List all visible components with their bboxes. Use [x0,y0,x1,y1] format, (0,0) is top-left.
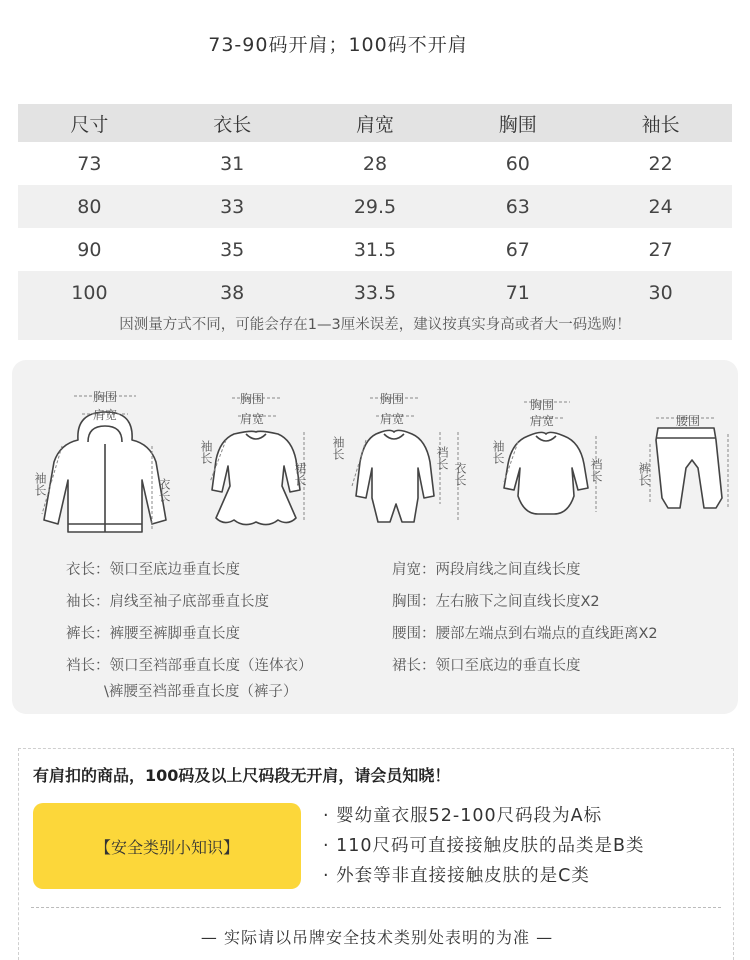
header-shoulder: 肩宽 [355,113,394,136]
notice-divider [31,907,721,908]
table-cell: 67 [505,238,530,261]
size-chart-table [18,104,732,314]
table-cell: 33.5 [353,281,397,304]
table-cell: 63 [505,195,530,218]
table-cell: 31 [220,152,245,175]
dress-chest-label: 胸围 [240,392,265,406]
list-item: · 外套等非直接接触皮肤的是C类 [323,866,590,886]
dress-skirt-label: 裙长 [293,462,307,486]
definition-pants-length: 裤长：裤腰至裤脚垂直长度 [66,626,240,642]
table-cell: 38 [220,281,245,304]
table-cell: 29.5 [353,195,397,218]
table-cell: 60 [505,152,530,175]
jacket-length-label: 衣长 [157,478,171,502]
definition-crotch-pants: \裤腰至裆部垂直长度（裤子） [104,684,298,700]
table-cell: 31.5 [353,238,397,261]
pants-figure [632,404,732,534]
safety-category-badge: 【安全类别小知识】 [33,803,301,889]
romper-chest-label: 胸围 [380,392,405,406]
header-sleeve: 袖长 [641,113,680,136]
table-cell: 33 [220,195,245,218]
table-cell: 100 [71,281,108,304]
table-cell: 24 [648,195,673,218]
definition-shoulder: 肩宽：两段肩线之间直线长度 [392,562,581,578]
dress-figure [192,390,322,540]
romper-crotch-label: 裆长 [435,446,449,470]
table-cell: 73 [77,152,102,175]
table-cell: 30 [648,281,673,304]
table-cell: 27 [648,238,673,261]
garment-figures [12,360,738,540]
list-item: · 婴幼童衣服52-100尺码段为A标 [323,806,603,826]
header-length: 衣长 [213,113,252,136]
definition-chest: 胸围：左右腋下之间直线长度X2 [392,594,600,610]
bodysuit-shoulder-label: 肩宽 [530,414,555,428]
table-cell: 22 [648,152,673,175]
jacket-figure [18,382,171,542]
safety-notice-card [18,748,734,960]
safety-bullets [323,801,645,891]
jacket-chest-label: 胸围 [93,390,118,404]
list-item: · 110尺码可直接接触皮肤的品类是B类 [323,836,645,856]
table-row [18,185,732,228]
definition-length: 衣长：领口至底边垂直长度 [66,562,240,578]
table-cell: 35 [220,238,245,261]
pants-waist-label: 腰围 [676,414,701,428]
bodysuit-sleeve-label: 袖长 [491,440,505,464]
table-row [18,228,732,271]
notice-footer: — 实际请以吊牌安全技术类别处表明的为准 — [200,928,554,947]
table-cell: 80 [77,195,102,218]
pants-length-label: 裤长 [637,462,651,486]
dress-sleeve-label: 袖长 [199,440,213,464]
romper-length-label: 衣长 [453,462,467,486]
table-cell: 90 [77,238,102,261]
measurement-error-note: 因测量方式不同，可能会存在1—3厘米误差，建议按真实身高或者大一码选购！ [18,310,732,340]
measurement-guide-panel [12,360,738,714]
romper-figure [324,388,474,538]
romper-shoulder-label: 肩宽 [380,412,405,426]
bodysuit-crotch-label: 裆长 [589,458,603,482]
bodysuit-chest-label: 胸围 [530,398,555,412]
table-header-row [18,104,732,142]
table-row [18,142,732,185]
definition-sleeve: 袖长：肩线至袖子底部垂直长度 [66,594,269,610]
table-cell: 28 [362,152,388,175]
shoulder-opening-note: 73-90码开肩；100码不开肩 [208,34,468,56]
notice-title: 有肩扣的商品，100码及以上尺码段无开肩，请会员知晓！ [33,766,451,785]
header-size: 尺寸 [70,113,109,136]
table-cell: 71 [505,281,530,304]
table-row [18,271,732,314]
definition-waist: 腰围：腰部左端点到右端点的直线距离X2 [392,626,658,642]
jacket-shoulder-label: 肩宽 [93,408,118,422]
dress-shoulder-label: 肩宽 [240,412,265,426]
romper-sleeve-label: 袖长 [331,436,345,460]
definition-skirt: 裙长：领口至底边的垂直长度 [392,658,581,674]
bodysuit-figure [484,396,616,536]
jacket-sleeve-label: 袖长 [33,472,47,496]
header-chest: 胸围 [498,113,537,136]
definition-crotch: 裆长：领口至裆部垂直长度（连体衣） [66,658,313,674]
